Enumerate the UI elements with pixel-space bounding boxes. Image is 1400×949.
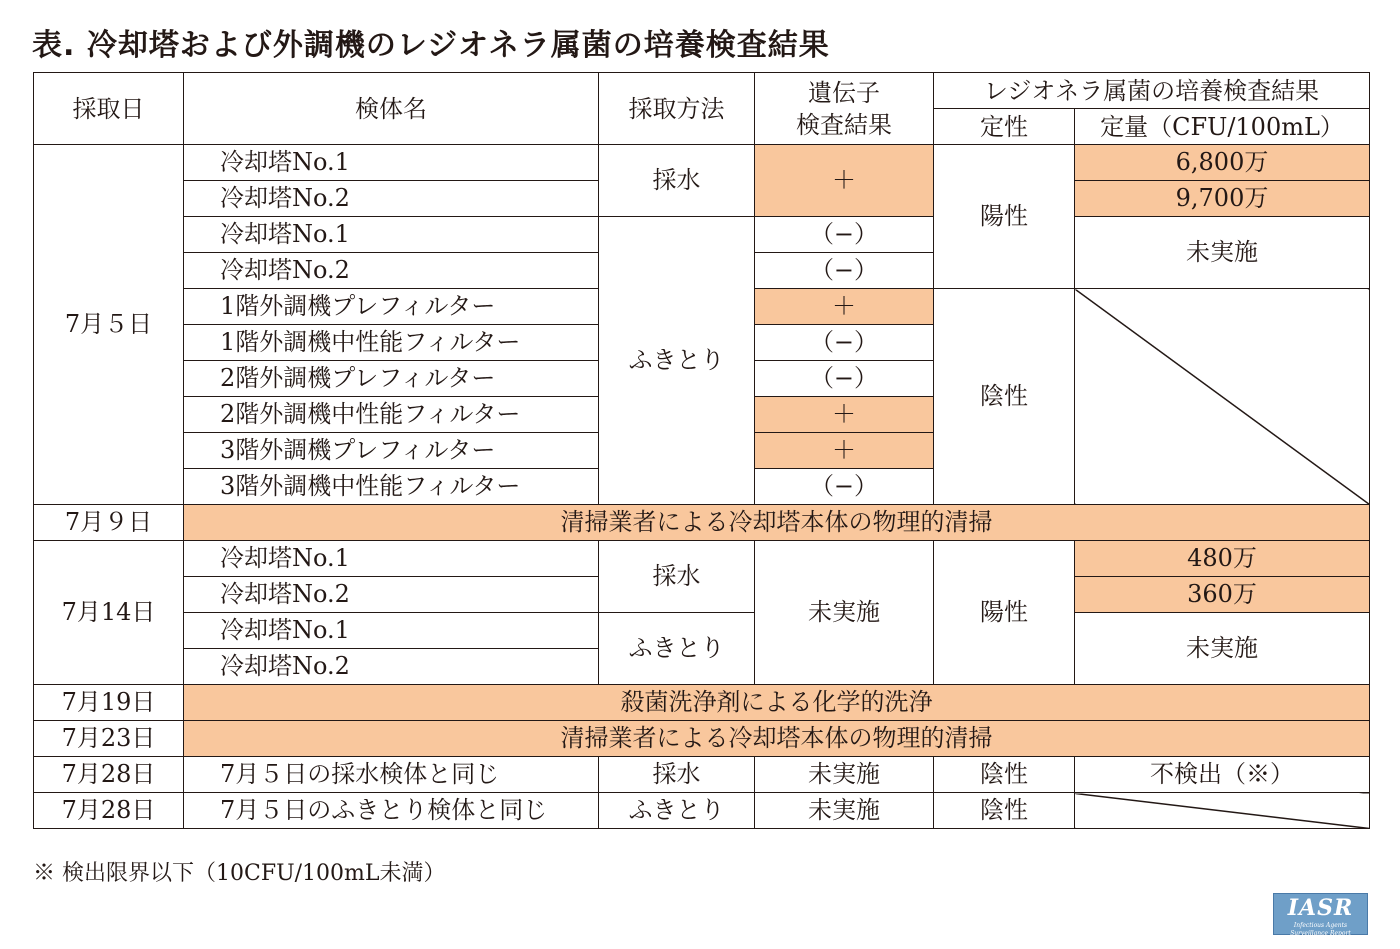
quantitative-cell: 未実施: [1075, 217, 1370, 289]
genetic-result-cell: （−）: [755, 325, 934, 361]
specimen-cell: 1階外調機プレフィルター: [184, 289, 599, 325]
specimen-cell: 7月５日のふきとり検体と同じ: [184, 793, 599, 829]
method-cell: ふきとり: [599, 793, 755, 829]
header-genetic: 遺伝子 検査結果: [755, 73, 934, 145]
genetic-result-cell: （−）: [755, 253, 934, 289]
iasr-logo: [1273, 893, 1368, 935]
table-title: 表. 冷却塔および外調機のレジオネラ属菌の培養検査結果: [32, 28, 830, 63]
footnote: ※ 検出限界以下（10CFU/100mL未満）: [33, 861, 446, 886]
genetic-result-cell: ＋: [755, 397, 934, 433]
not-applicable-diagonal-cell: [1075, 793, 1370, 829]
date-cell: 7月14日: [34, 541, 184, 685]
event-cell: 清掃業者による冷却塔本体の物理的清掃: [184, 505, 1370, 541]
method-cell: 採水: [599, 757, 755, 793]
genetic-result-cell: 未実施: [755, 541, 934, 685]
quantitative-cell: 9,700万: [1075, 181, 1370, 217]
qualitative-cell: 陰性: [934, 289, 1075, 505]
method-cell: ふきとり: [599, 613, 755, 685]
date-cell: 7月28日: [34, 793, 184, 829]
genetic-result-cell: （−）: [755, 217, 934, 253]
specimen-cell: 3階外調機中性能フィルター: [184, 469, 599, 505]
specimen-cell: 冷却塔No.2: [184, 181, 599, 217]
header-quantitative: 定量（CFU/100mL）: [1075, 109, 1370, 145]
specimen-cell: 冷却塔No.2: [184, 649, 599, 685]
genetic-result-cell: ＋: [755, 289, 934, 325]
method-cell: 採水: [599, 541, 755, 613]
genetic-result-cell: 未実施: [755, 793, 934, 829]
date-cell: 7月５日: [34, 145, 184, 505]
genetic-result-cell: ＋: [755, 433, 934, 469]
header-qualitative: 定性: [934, 109, 1075, 145]
method-cell: ふきとり: [599, 217, 755, 505]
specimen-cell: 冷却塔No.1: [184, 217, 599, 253]
quantitative-cell: 360万: [1075, 577, 1370, 613]
genetic-result-cell: （−）: [755, 361, 934, 397]
legionella-results-table: [33, 72, 1370, 829]
header-method: 採取方法: [599, 73, 755, 145]
qualitative-cell: 陰性: [934, 757, 1075, 793]
date-cell: 7月９日: [34, 505, 184, 541]
qualitative-cell: 陽性: [934, 145, 1075, 289]
specimen-cell: 冷却塔No.2: [184, 577, 599, 613]
specimen-cell: 2階外調機プレフィルター: [184, 361, 599, 397]
header-specimen: 検体名: [184, 73, 599, 145]
quantitative-cell: 未実施: [1075, 613, 1370, 685]
specimen-cell: 冷却塔No.1: [184, 613, 599, 649]
specimen-cell: 3階外調機プレフィルター: [184, 433, 599, 469]
specimen-cell: 冷却塔No.1: [184, 541, 599, 577]
quantitative-cell: 480万: [1075, 541, 1370, 577]
header-date: 採取日: [34, 73, 184, 145]
date-cell: 7月23日: [34, 721, 184, 757]
event-cell: 清掃業者による冷却塔本体の物理的清掃: [184, 721, 1370, 757]
specimen-cell: 冷却塔No.1: [184, 145, 599, 181]
specimen-cell: 2階外調機中性能フィルター: [184, 397, 599, 433]
qualitative-cell: 陰性: [934, 793, 1075, 829]
method-cell: 採水: [599, 145, 755, 217]
date-cell: 7月28日: [34, 757, 184, 793]
specimen-cell: 冷却塔No.2: [184, 253, 599, 289]
specimen-cell: 1階外調機中性能フィルター: [184, 325, 599, 361]
not-applicable-diagonal-cell: [1075, 289, 1370, 505]
quantitative-cell: 不検出（※）: [1075, 757, 1370, 793]
qualitative-cell: 陽性: [934, 541, 1075, 685]
event-cell: 殺菌洗浄剤による化学的洗浄: [184, 685, 1370, 721]
genetic-result-cell: 未実施: [755, 757, 934, 793]
genetic-result-cell: ＋: [755, 145, 934, 217]
date-cell: 7月19日: [34, 685, 184, 721]
genetic-result-cell: （−）: [755, 469, 934, 505]
specimen-cell: 7月５日の採水検体と同じ: [184, 757, 599, 793]
quantitative-cell: 6,800万: [1075, 145, 1370, 181]
logo-subtitle: Infectious Agents Surveillance Report: [1290, 922, 1351, 937]
logo-text: IASR: [1287, 895, 1354, 921]
header-culture: レジオネラ属菌の培養検査結果: [934, 73, 1370, 109]
